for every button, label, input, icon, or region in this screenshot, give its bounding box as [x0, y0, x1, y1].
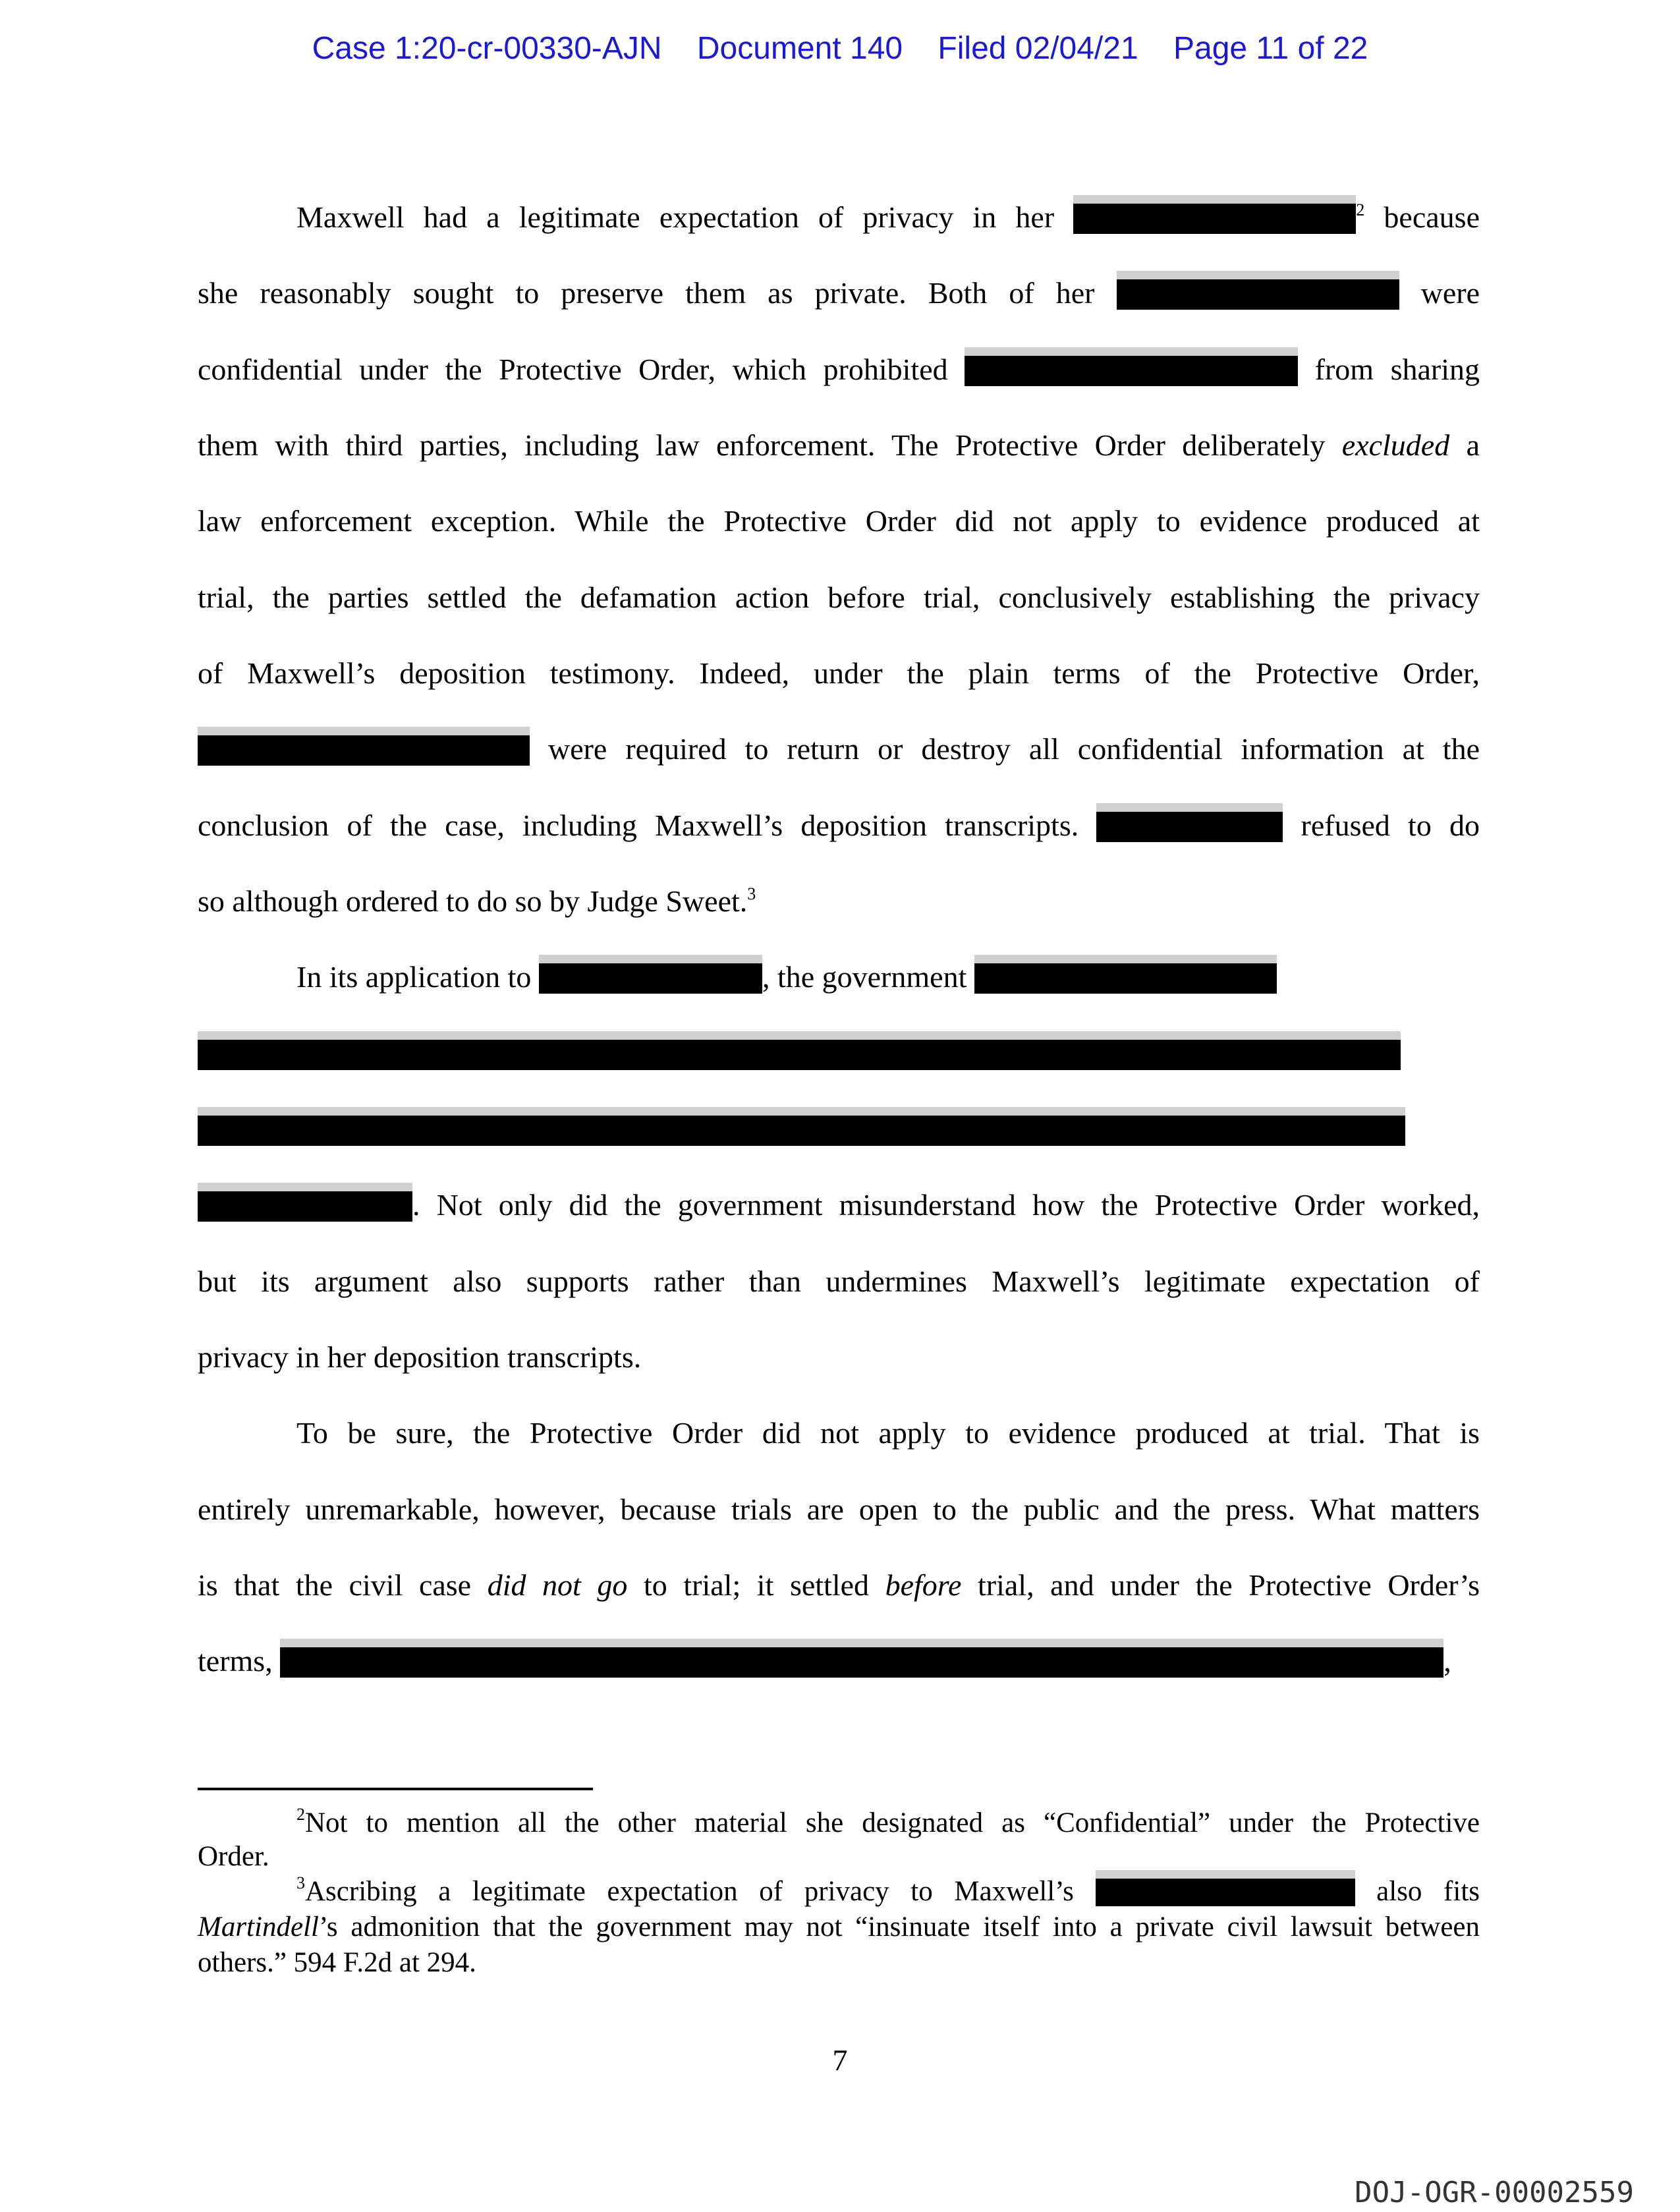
body-line — [296, 957, 1480, 997]
redaction — [974, 963, 1277, 994]
case-header — [0, 30, 1680, 67]
footnote-3-cont — [198, 1911, 1480, 1944]
body-line: of Maxwell’s deposition testimony. Indeed, under the plain terms of the Protective Order, — [198, 656, 1480, 690]
body-line: but its argument also supports rather than undermines Maxwell’s legitimate expectation of — [198, 1264, 1480, 1298]
body-line — [198, 882, 1480, 921]
redaction — [198, 1040, 1401, 1070]
text: Maxwell had a legitimate expectation of privacy in her — [296, 200, 1074, 234]
footnote-2 — [296, 1807, 1480, 1840]
body-line — [198, 1034, 1480, 1073]
italic-text: before — [885, 1568, 962, 1602]
text: terms, — [198, 1644, 281, 1678]
text: Not to mention all the other material she designated as “Confidential” under the Protective — [305, 1807, 1480, 1838]
redaction — [539, 963, 762, 994]
body-line — [198, 1110, 1480, 1149]
body-line — [296, 198, 1480, 237]
redaction — [280, 1647, 1443, 1678]
body-line — [198, 350, 1480, 389]
text: were required to return or destroy all confidential information at the — [530, 732, 1480, 766]
text: because — [1364, 200, 1480, 234]
footnote-ref: 3 — [747, 884, 756, 903]
footnote-2-cont: Order. — [198, 1841, 269, 1872]
body-line: law enforcement exception. While the Protective Order did not apply to evidence produced at — [198, 504, 1480, 538]
text: Ascribing a legitimate expectation of privacy to Maxwell’s — [305, 1876, 1096, 1907]
text: she reasonably sought to preserve them as private. Both of her — [198, 276, 1117, 310]
footnote-divider — [198, 1788, 593, 1790]
text: were — [1399, 276, 1480, 310]
text: trial, and under the Protective Order’s — [961, 1568, 1480, 1602]
italic-text: did not go — [487, 1568, 628, 1602]
body-line — [198, 729, 1480, 769]
text: them with third parties, including law enforcement. The Protective Order deliberately — [198, 428, 1342, 462]
filed-date: Filed 02/04/21 — [938, 31, 1138, 66]
footnote-ref: 2 — [1356, 200, 1365, 219]
text: conclusion of the case, including Maxwell’s deposition transcripts. — [198, 808, 1097, 842]
bates-number: DOJ-OGR-00002559 — [1355, 2176, 1634, 2209]
text: , the government — [762, 960, 974, 994]
body-line: privacy in her deposition transcripts. — [198, 1340, 642, 1374]
text: so although ordered to do so by Judge Sweet. — [198, 884, 748, 918]
body-line: trial, the parties settled the defamation action before trial, conclusively establishing the privacy — [198, 581, 1480, 614]
page-indicator: Page 11 of 22 — [1173, 31, 1368, 66]
redaction — [1073, 204, 1356, 234]
text: a — [1449, 428, 1480, 462]
document-number: Document 140 — [696, 31, 903, 66]
body-line — [198, 806, 1480, 845]
text: In its application to — [296, 960, 539, 994]
redaction — [1096, 1879, 1355, 1906]
italic-text: excluded — [1341, 428, 1450, 462]
redaction — [198, 735, 530, 766]
redaction — [198, 1116, 1405, 1146]
text: to trial; it settled — [627, 1568, 885, 1602]
text: from sharing — [1298, 353, 1480, 386]
body-line: entirely unremarkable, however, because trials are open to the public and the press. What matters — [198, 1492, 1480, 1526]
text: , — [1443, 1644, 1451, 1678]
text: . Not only did the government misunderstand how the Protective Order worked, — [412, 1188, 1480, 1222]
body-line: To be sure, the Protective Order did not apply to evidence produced at trial. That is — [296, 1416, 1480, 1450]
footnote-number: 2 — [296, 1805, 305, 1824]
case-number: Case 1:20-cr-00330-AJN — [312, 31, 662, 66]
text: refused to do — [1283, 808, 1480, 842]
text: also fits — [1355, 1876, 1480, 1907]
redaction — [1117, 279, 1399, 310]
redaction — [1096, 812, 1283, 842]
text: ’s admonition that the government may not “insinuate itself into a private civil lawsuit between — [318, 1912, 1480, 1943]
body-line — [198, 273, 1480, 313]
footnote-3 — [296, 1875, 1480, 1908]
footnote-number: 3 — [296, 1873, 305, 1892]
footnote-3-end: others.” 594 F.2d at 294. — [198, 1947, 476, 1978]
text: is that the civil case — [198, 1568, 488, 1602]
body-line — [198, 1566, 1480, 1605]
body-line — [198, 426, 1480, 465]
page-number: 7 — [832, 2043, 848, 2077]
body-line — [198, 1185, 1480, 1225]
redaction — [965, 356, 1298, 386]
redaction — [198, 1191, 412, 1222]
text: confidential under the Protective Order, which prohibited — [198, 353, 965, 386]
italic-text: Martindell — [198, 1912, 319, 1943]
body-line — [198, 1641, 1480, 1681]
